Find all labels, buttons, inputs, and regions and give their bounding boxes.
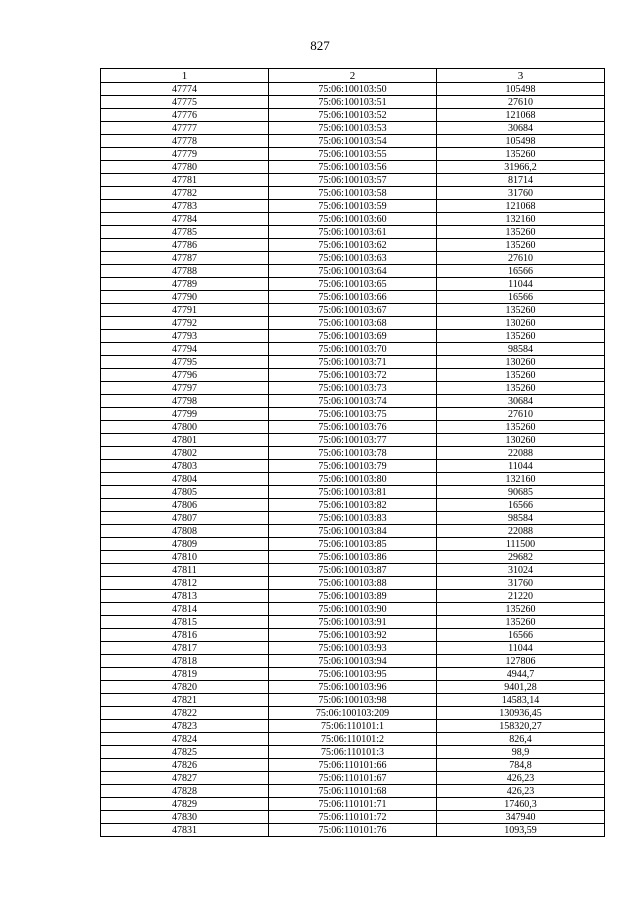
table-header (101, 69, 605, 83)
cadastral-number-cell: 75:06:100103:89 (269, 590, 437, 603)
cadastral-number-cell: 75:06:100103:66 (269, 291, 437, 304)
page-number: 827 (310, 38, 330, 53)
value-cell: 105498 (437, 83, 605, 96)
table-row (101, 733, 605, 746)
row-number-cell: 47783 (101, 200, 269, 213)
cadastral-number-cell: 75:06:110101:72 (269, 811, 437, 824)
table-row (101, 356, 605, 369)
cadastral-number-cell: 75:06:100103:88 (269, 577, 437, 590)
value-cell: 30684 (437, 395, 605, 408)
cadastral-number-cell: 75:06:100103:63 (269, 252, 437, 265)
cadastral-number-cell: 75:06:100103:53 (269, 122, 437, 135)
cadastral-number-cell: 75:06:100103:69 (269, 330, 437, 343)
cadastral-number-cell: 75:06:100103:94 (269, 655, 437, 668)
row-number-cell: 47776 (101, 109, 269, 122)
row-number-cell: 47782 (101, 187, 269, 200)
value-cell: 130936,45 (437, 707, 605, 720)
value-cell: 98,9 (437, 746, 605, 759)
table-row (101, 629, 605, 642)
table-row (101, 642, 605, 655)
value-cell: 98584 (437, 343, 605, 356)
cadastral-number-cell: 75:06:100103:52 (269, 109, 437, 122)
table-row (101, 798, 605, 811)
table-row (101, 512, 605, 525)
row-number-cell: 47794 (101, 343, 269, 356)
row-number-cell: 47828 (101, 785, 269, 798)
value-cell: 135260 (437, 330, 605, 343)
cadastral-number-cell: 75:06:100103:57 (269, 174, 437, 187)
row-number-cell: 47781 (101, 174, 269, 187)
value-cell: 27610 (437, 96, 605, 109)
row-number-cell: 47786 (101, 239, 269, 252)
cadastral-number-cell: 75:06:100103:71 (269, 356, 437, 369)
value-cell: 31760 (437, 577, 605, 590)
table-row (101, 369, 605, 382)
row-number-cell: 47831 (101, 824, 269, 837)
table-row (101, 148, 605, 161)
cadastral-number-cell: 75:06:100103:95 (269, 668, 437, 681)
row-number-cell: 47802 (101, 447, 269, 460)
row-number-cell: 47815 (101, 616, 269, 629)
row-number-cell: 47774 (101, 83, 269, 96)
row-number-cell: 47806 (101, 499, 269, 512)
cadastral-number-cell: 75:06:110101:76 (269, 824, 437, 837)
cadastral-number-cell: 75:06:100103:50 (269, 83, 437, 96)
cadastral-number-cell: 75:06:100103:98 (269, 694, 437, 707)
value-cell: 426,23 (437, 772, 605, 785)
row-number-cell: 47800 (101, 421, 269, 434)
table-row (101, 304, 605, 317)
cadastral-number-cell: 75:06:110101:2 (269, 733, 437, 746)
row-number-cell: 47826 (101, 759, 269, 772)
row-number-cell: 47798 (101, 395, 269, 408)
row-number-cell: 47780 (101, 161, 269, 174)
row-number-cell: 47808 (101, 525, 269, 538)
value-cell: 27610 (437, 408, 605, 421)
column-header-1: 1 (101, 69, 269, 83)
cadastral-number-cell: 75:06:100103:58 (269, 187, 437, 200)
table-row (101, 395, 605, 408)
table-row (101, 564, 605, 577)
cadastral-number-cell: 75:06:100103:62 (269, 239, 437, 252)
table-row (101, 577, 605, 590)
value-cell: 347940 (437, 811, 605, 824)
table-row (101, 603, 605, 616)
table-row (101, 200, 605, 213)
cadastral-number-cell: 75:06:100103:54 (269, 135, 437, 148)
cadastral-number-cell: 75:06:110101:66 (269, 759, 437, 772)
cadastral-number-cell: 75:06:100103:209 (269, 707, 437, 720)
value-cell: 784,8 (437, 759, 605, 772)
table-row (101, 525, 605, 538)
value-cell: 130260 (437, 356, 605, 369)
row-number-cell: 47779 (101, 148, 269, 161)
value-cell: 1093,59 (437, 824, 605, 837)
row-number-cell: 47796 (101, 369, 269, 382)
table-row (101, 824, 605, 837)
row-number-cell: 47784 (101, 213, 269, 226)
value-cell: 158320,27 (437, 720, 605, 733)
row-number-cell: 47819 (101, 668, 269, 681)
row-number-cell: 47818 (101, 655, 269, 668)
table-row (101, 226, 605, 239)
table-row (101, 460, 605, 473)
table-row (101, 291, 605, 304)
value-cell: 31966,2 (437, 161, 605, 174)
table-row (101, 213, 605, 226)
value-cell: 16566 (437, 291, 605, 304)
cadastral-number-cell: 75:06:100103:90 (269, 603, 437, 616)
row-number-cell: 47823 (101, 720, 269, 733)
row-number-cell: 47790 (101, 291, 269, 304)
table-row (101, 434, 605, 447)
cadastral-number-cell: 75:06:100103:81 (269, 486, 437, 499)
cadastral-number-cell: 75:06:100103:72 (269, 369, 437, 382)
table-row (101, 421, 605, 434)
cadastral-number-cell: 75:06:100103:56 (269, 161, 437, 174)
row-number-cell: 47789 (101, 278, 269, 291)
value-cell: 135260 (437, 421, 605, 434)
table-row (101, 720, 605, 733)
cadastral-number-cell: 75:06:100103:78 (269, 447, 437, 460)
cadastral-number-cell: 75:06:100103:61 (269, 226, 437, 239)
row-number-cell: 47809 (101, 538, 269, 551)
cadastral-number-cell: 75:06:110101:67 (269, 772, 437, 785)
row-number-cell: 47814 (101, 603, 269, 616)
value-cell: 426,23 (437, 785, 605, 798)
row-number-cell: 47787 (101, 252, 269, 265)
value-cell: 17460,3 (437, 798, 605, 811)
cadastral-number-cell: 75:06:100103:60 (269, 213, 437, 226)
value-cell: 135260 (437, 603, 605, 616)
value-cell: 98584 (437, 512, 605, 525)
cadastral-number-cell: 75:06:110101:1 (269, 720, 437, 733)
row-number-cell: 47803 (101, 460, 269, 473)
cadastral-number-cell: 75:06:100103:87 (269, 564, 437, 577)
value-cell: 21220 (437, 590, 605, 603)
cadastral-number-cell: 75:06:100103:82 (269, 499, 437, 512)
value-cell: 9401,28 (437, 681, 605, 694)
table-row (101, 96, 605, 109)
table-row (101, 265, 605, 278)
cadastral-number-cell: 75:06:100103:83 (269, 512, 437, 525)
cadastral-number-cell: 75:06:110101:68 (269, 785, 437, 798)
table-row (101, 135, 605, 148)
row-number-cell: 47801 (101, 434, 269, 447)
value-cell: 22088 (437, 525, 605, 538)
table-header-row (101, 69, 605, 83)
value-cell: 135260 (437, 382, 605, 395)
row-number-cell: 47805 (101, 486, 269, 499)
row-number-cell: 47821 (101, 694, 269, 707)
row-number-cell: 47829 (101, 798, 269, 811)
row-number-cell: 47811 (101, 564, 269, 577)
value-cell: 135260 (437, 304, 605, 317)
cadastral-number-cell: 75:06:100103:76 (269, 421, 437, 434)
cadastral-number-cell: 75:06:100103:74 (269, 395, 437, 408)
value-cell: 27610 (437, 252, 605, 265)
row-number-cell: 47812 (101, 577, 269, 590)
column-header-2: 2 (269, 69, 437, 83)
row-number-cell: 47807 (101, 512, 269, 525)
row-number-cell: 47788 (101, 265, 269, 278)
cadastral-number-cell: 75:06:100103:51 (269, 96, 437, 109)
cadastral-number-cell: 75:06:100103:70 (269, 343, 437, 356)
table-row (101, 811, 605, 824)
table-row (101, 746, 605, 759)
row-number-cell: 47830 (101, 811, 269, 824)
cadastral-number-cell: 75:06:110101:3 (269, 746, 437, 759)
table-row (101, 161, 605, 174)
row-number-cell: 47816 (101, 629, 269, 642)
table-row (101, 707, 605, 720)
row-number-cell: 47797 (101, 382, 269, 395)
row-number-cell: 47775 (101, 96, 269, 109)
cadastral-number-cell: 75:06:100103:92 (269, 629, 437, 642)
row-number-cell: 47795 (101, 356, 269, 369)
cadastral-number-cell: 75:06:100103:84 (269, 525, 437, 538)
value-cell: 11044 (437, 278, 605, 291)
row-number-cell: 47824 (101, 733, 269, 746)
value-cell: 16566 (437, 499, 605, 512)
value-cell: 132160 (437, 473, 605, 486)
row-number-cell: 47825 (101, 746, 269, 759)
table-row (101, 239, 605, 252)
value-cell: 130260 (437, 317, 605, 330)
cadastral-number-cell: 75:06:100103:79 (269, 460, 437, 473)
table-row (101, 551, 605, 564)
table-row (101, 681, 605, 694)
cadastral-number-cell: 75:06:100103:75 (269, 408, 437, 421)
table-row (101, 616, 605, 629)
cadastral-number-cell: 75:06:100103:91 (269, 616, 437, 629)
value-cell: 135260 (437, 239, 605, 252)
value-cell: 14583,14 (437, 694, 605, 707)
row-number-cell: 47804 (101, 473, 269, 486)
value-cell: 127806 (437, 655, 605, 668)
value-cell: 31760 (437, 187, 605, 200)
table-row (101, 486, 605, 499)
table-row (101, 473, 605, 486)
value-cell: 135260 (437, 369, 605, 382)
value-cell: 132160 (437, 213, 605, 226)
value-cell: 16566 (437, 265, 605, 278)
table-row (101, 759, 605, 772)
table-row (101, 343, 605, 356)
row-number-cell: 47827 (101, 772, 269, 785)
row-number-cell: 47785 (101, 226, 269, 239)
cadastral-number-cell: 75:06:100103:85 (269, 538, 437, 551)
value-cell: 22088 (437, 447, 605, 460)
value-cell: 135260 (437, 148, 605, 161)
value-cell: 11044 (437, 642, 605, 655)
row-number-cell: 47777 (101, 122, 269, 135)
row-number-cell: 47820 (101, 681, 269, 694)
table-row (101, 109, 605, 122)
table-row (101, 187, 605, 200)
cadastral-number-cell: 75:06:110101:71 (269, 798, 437, 811)
row-number-cell: 47791 (101, 304, 269, 317)
value-cell: 111500 (437, 538, 605, 551)
value-cell: 130260 (437, 434, 605, 447)
table-row (101, 122, 605, 135)
table-row (101, 278, 605, 291)
row-number-cell: 47778 (101, 135, 269, 148)
cadastral-number-cell: 75:06:100103:77 (269, 434, 437, 447)
value-cell: 135260 (437, 616, 605, 629)
data-table (100, 68, 605, 837)
value-cell: 11044 (437, 460, 605, 473)
table-row (101, 590, 605, 603)
cadastral-number-cell: 75:06:100103:65 (269, 278, 437, 291)
value-cell: 81714 (437, 174, 605, 187)
value-cell: 135260 (437, 226, 605, 239)
value-cell: 121068 (437, 109, 605, 122)
row-number-cell: 47817 (101, 642, 269, 655)
table-row (101, 785, 605, 798)
value-cell: 826,4 (437, 733, 605, 746)
cadastral-number-cell: 75:06:100103:86 (269, 551, 437, 564)
row-number-cell: 47793 (101, 330, 269, 343)
cadastral-number-cell: 75:06:100103:64 (269, 265, 437, 278)
cadastral-number-cell: 75:06:100103:73 (269, 382, 437, 395)
table-row (101, 330, 605, 343)
table-row (101, 382, 605, 395)
column-header-3: 3 (437, 69, 605, 83)
value-cell: 31024 (437, 564, 605, 577)
table-row (101, 83, 605, 96)
cadastral-number-cell: 75:06:100103:96 (269, 681, 437, 694)
table-row (101, 174, 605, 187)
value-cell: 29682 (437, 551, 605, 564)
table-row (101, 447, 605, 460)
row-number-cell: 47810 (101, 551, 269, 564)
table-row (101, 408, 605, 421)
table-row (101, 772, 605, 785)
row-number-cell: 47792 (101, 317, 269, 330)
table-row (101, 317, 605, 330)
table-row (101, 252, 605, 265)
cadastral-number-cell: 75:06:100103:93 (269, 642, 437, 655)
table-body (101, 83, 605, 837)
cadastral-number-cell: 75:06:100103:80 (269, 473, 437, 486)
value-cell: 30684 (437, 122, 605, 135)
cadastral-number-cell: 75:06:100103:55 (269, 148, 437, 161)
table-row (101, 499, 605, 512)
table-row (101, 668, 605, 681)
cadastral-number-cell: 75:06:100103:59 (269, 200, 437, 213)
value-cell: 16566 (437, 629, 605, 642)
row-number-cell: 47822 (101, 707, 269, 720)
value-cell: 121068 (437, 200, 605, 213)
value-cell: 90685 (437, 486, 605, 499)
table-row (101, 538, 605, 551)
row-number-cell: 47813 (101, 590, 269, 603)
row-number-cell: 47799 (101, 408, 269, 421)
value-cell: 105498 (437, 135, 605, 148)
value-cell: 4944,7 (437, 668, 605, 681)
table-row (101, 655, 605, 668)
cadastral-number-cell: 75:06:100103:67 (269, 304, 437, 317)
cadastral-number-cell: 75:06:100103:68 (269, 317, 437, 330)
table-row (101, 694, 605, 707)
